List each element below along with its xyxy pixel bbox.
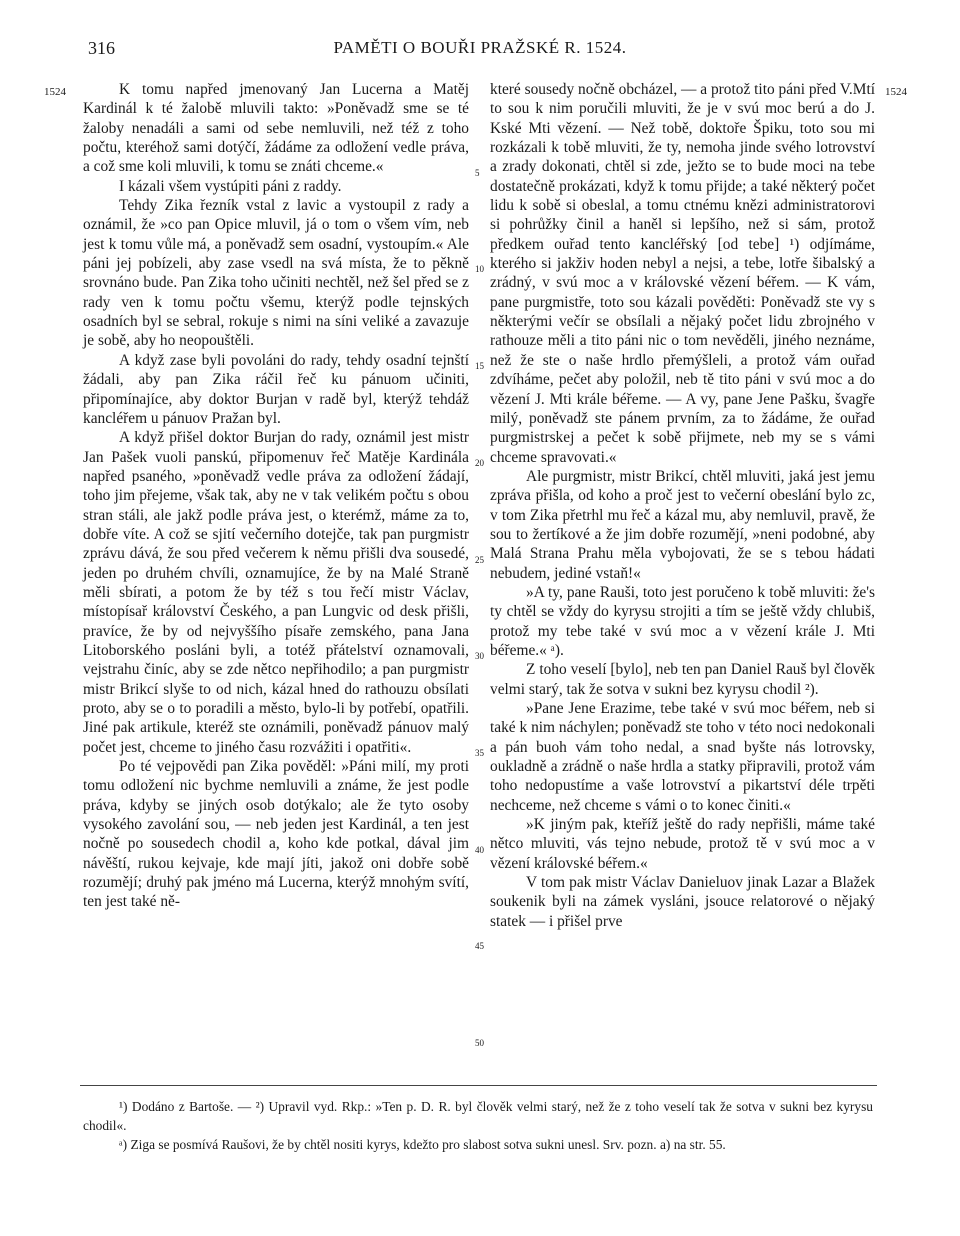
line-number: 40 xyxy=(475,845,484,855)
line-number: 30 xyxy=(475,651,484,661)
line-number: 5 xyxy=(475,168,480,178)
margin-year-right: 1524 xyxy=(885,86,907,98)
page-number: 316 xyxy=(88,38,115,58)
paragraph: Ale purgmistr, mistr Brikcí, chtěl mluviti, jaká jest jemu zpráva přišla, od koho a proč jest to večerní obeslání bylo zc, v tom Zika přetrhl mu řeč a kázal mu, aby nemluvil, pravě, že sou to žertíkové a že jim dobře rozumějí, »neni podobné, aby Malá Strana Prahu měla vybojovati, že se s tebou hádati nebudem, jediné vstaň!« xyxy=(490,467,875,582)
paragraph: Tehdy Zika řezník vstal z lavic a vystoupil z rady a oznámil, že »co pan Opice mluvil, já o tom o všem vím, neb jest k tomu vůle má, a poněvadž sem osadní, vystoupím.« Ale páni jej pobízeli, aby zase vsedl na svá místa, že to pěkně srovnáno bude. Pan Zika toho učiniti nechtěl, než šel před se z rady ven k tomu počtu všemu, kterýž podle tejnských osadních byl se sebral, rokuje s nimi na síni veliké a zavazuje je sobě, aby ho neopouštěli. xyxy=(83,197,469,350)
paragraph: které sousedy nočně obcházel, — a protož tito páni před V.Mtí to sou k nim poručili mluviti, že je v svú moc berú a do J. Kské Mti vězení. — Než tobě, doktoře Špiku, toto sou mi rozkázali k tobě mluviti, že ty, nemoha jinde svého lotrovství a zrady dokonati, chtěl si zde, ježto se to bude moci na tebe dostatečně prokázati, když k tomu přijde; a také některý počet lidu k sobě si obeslal, a tomu ctnému knězi administratorovi si pohrůžky činil a haněl si lepšího, než si sám, protož předkem ouřad tento kancléřský [od tebe] ¹) odjímáme, kterého si jakživ hoden nebyl a nejsi, a tebe, lotře šibalský a zrádný, v svú moc a v královské vězení béřem. — K vám, pane purgmistře, toto sou kázali pověděti: Poněvadž ste vy s některými večír se obsílali a nějaký počet lidu zbrojného v rathouze měli a tito páni nic o tom nevěděli, jiného neznáme, než že ste o naše hrdlo přemýšleli, a protož vám ouřad zdvíháme, pečet aby položil, neb tě tito páni v svú moc a do vězení J. Mti krále béřeme. — A vy, pane Jene Pašku, švagře milý, poněvadž ste pánem prvním, za to žádáme, že ouřad purgmistrskej a pečet k sobě přijmete, neb my se s vámi chceme spravovati.« xyxy=(490,81,875,466)
paragraph: »Pane Jene Erazime, tebe také v svú moc béřem, neb si také k nim náchylen; poněvadž ste toho v této noci nedokonali a pán buoh vám toho nedal, a snad byšte nás lotrovsky, oukladně a zrádně o naše hrdla a statky připravili, protož vám toho nedopustíme a vaše lotrovství a pikartství déle trpěti nechceme, než chceme s vámi o to konec činiti.« xyxy=(490,700,875,814)
footnote: ᵃ) Ziga se posmívá Raušovi, že by chtěl nositi kyrys, kdežto pro slabost sotva sukni unesl. Srv. pozn. a) na str. 55. xyxy=(119,1137,726,1152)
paragraph: A když zase byli povoláni do rady, tehdy osadní tejnští žádali, aby pan Zika ráčil řeč ku pánuom učiniti, připomínajíce, aby doktor Burjan v radě byl, kterýž tehdáž kancléřem u pánuov Pražan byl. xyxy=(83,351,469,427)
paragraph: A když přišel doktor Burjan do rady, oznámil jest mistr Jan Pašek vuoli panskú, připomenuv řeč Matěje Kardinála napřed psaného, »poněvadž vedle práva za odložení žádají, toho jim přejeme, však tak, aby ne v tak velikém počtu s obou stran stáli, ale jakž podle práva jest, o kterémž, máme za to, dobře víte. A což se sjití večerního dotejče, tak pan purgmistr zprávu dává, že sou před večerem k němu přišli dva sousedé, jeden po druhém chvíli, oznamujíce, že by na Malé Straně měli sbírati, a potom že by též s tou řečí mistr Václav, místopísař království Českého, a pan Lungvic od desk přišli, pravíce, že by od nejvyššího písaře zemského, pana Jana Litoborského posláni byli, a totéž přátelství oznamovali, vejstrahu činíc, aby se zde nětco nepřihodilo; a pan purgmistr mistr Brikcí slyše to od nich, kázal hned do rathouzu obsílati proto, aby se o to poradili a město, bylo-li by potřebí, opatřili. Jiné pak artikule, kteréž ste oznámili, poněvadž pánuov malý počet jest, chceme to jiného času rozvážiti i opatřiti«. xyxy=(83,429,469,756)
line-number: 45 xyxy=(475,941,484,951)
paragraph: I kázali všem vystúpiti páni z raddy. xyxy=(119,177,342,195)
paragraph: »K jiným pak, kteříž ještě do rady nepřišli, máme také nětco mluviti, vás tejno nebude, protož tě v svú moc a v vězení královské béřem.« xyxy=(490,816,875,872)
footnote-divider xyxy=(80,1085,877,1086)
paragraph: Po té vejpovědi pan Zika pověděl: »Páni milí, my proti tomu odložení nic bychme nemluvili a známe, že jest podle práva, kdyby se jiných osob dotýkalo; ale že tyto osoby vysokého zavolání sou, — neb jeden jest Kardinál, a ten jest nočně po sousedech chodil a, koho kde potkal, dával jim návěští, rukou kejvaje, kde mají jíti, jakož oni dobře sobě rozumějí; druhý pak jméno má Lucerna, kterýž mnohým svítí, ten jest také ně- xyxy=(83,758,469,911)
line-number: 25 xyxy=(475,555,484,565)
paragraph: »A ty, pane Rauši, toto jest poručeno k tobě mluviti: že's ty chtěl se vždy do kyrysu strojiti a tím se ještě vždy chlubiš, protož my tebe také v svú moc a v vězení krále J. Mti béřeme.« ᵃ). xyxy=(490,583,875,659)
paragraph: K tomu napřed jmenovaný Jan Lucerna a Matěj Kardinál k té žalobě mluvili takto: »Poněvadž sme se té žaloby nenadáli a sami od sebe nemluvili, než též z toho počtu, kteréhož sami dotýčí, žádáme za odložení vedle práva, a což sme koli mluvili, k tomu se znáti chceme.« xyxy=(83,81,469,176)
page-header xyxy=(0,38,960,62)
right-column xyxy=(490,80,875,931)
footnotes xyxy=(83,1097,873,1154)
line-number: 50 xyxy=(475,1038,484,1048)
line-number: 20 xyxy=(475,458,484,468)
footnote: ¹) Dodáno z Bartoše. — ²) Upravil vyd. Rkp.: »Ten p. D. R. byl člověk velmi starý, než že z toho veselí tak že sotva v sukni bez kyrysu chodil«. xyxy=(83,1099,873,1133)
left-column xyxy=(83,80,469,912)
line-number: 10 xyxy=(475,264,484,274)
paragraph: V tom pak mistr Václav Danieluov jinak Lazar a Blažek soukenik byli na zámek vysláni, jsouce relatorové o nějaký statek — i přišel prve xyxy=(490,874,875,930)
line-number: 15 xyxy=(475,361,484,371)
line-number: 35 xyxy=(475,748,484,758)
paragraph: Z toho veselí [bylo], neb ten pan Daniel Rauš byl člověk velmi starý, tak že sotva v sukni bez kyrysu chodil ²). xyxy=(490,661,875,698)
running-title: PAMĚTI O BOUŘI PRAŽSKÉ R. 1524. xyxy=(333,38,627,57)
margin-year-left: 1524 xyxy=(44,86,66,98)
